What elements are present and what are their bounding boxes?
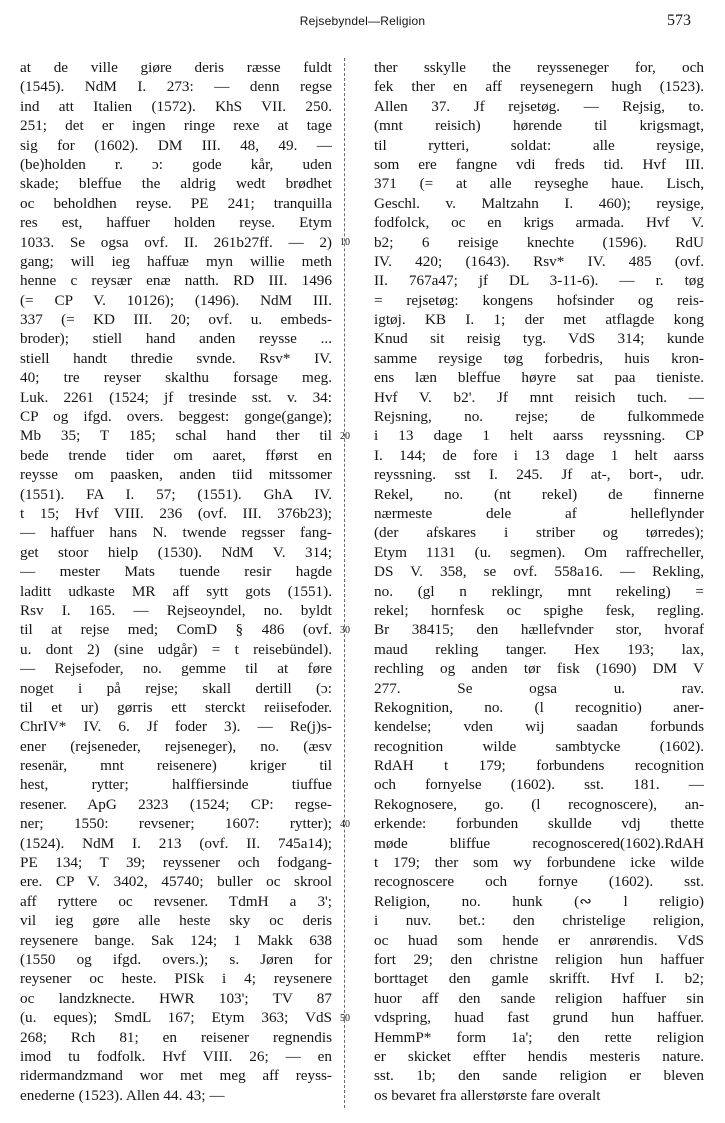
text-line: Mb 35; T 185; schal hand ther til — [20, 427, 332, 445]
text-line: (be)holden r. ɔ: gode kår, uden — [20, 155, 332, 173]
text-line: ther sskylle the reysseneger for, och — [374, 59, 704, 76]
text-line: = rejsetøg: kongens hofsinder og reis- — [374, 291, 704, 309]
text-line: Knud sit reisig tyg. VdS 314; kunde — [374, 330, 704, 348]
text-line: ridermandzmand wor met meg aff reyss- — [20, 1067, 332, 1085]
text-line: (1545). NdM I. 273: — denn regse — [20, 78, 332, 96]
right-column — [374, 58, 704, 1105]
text-line: gang; will ieg haffuæ myn willie meth — [20, 252, 332, 270]
text-line: bede trende tider om aaret, fførst en — [20, 446, 332, 464]
text-line: ner; 1550: revsener; 1607: rytter); — [20, 815, 332, 833]
text-line: fek ther en aff reysenegern hugh (1523). — [374, 78, 704, 96]
text-line: hest, rytter; halffiersinde tiuffue — [20, 776, 332, 794]
text-line: fodfolck, oc en krigs armada. Hvf V. — [374, 214, 704, 232]
text-line: recognition wilde sambtycke (1602). — [374, 737, 704, 755]
text-line: b2; 6 reisige knechte (1596). RdU — [374, 233, 704, 251]
text-line: ener (rejseneder, rejseneger), no. (æsv — [20, 737, 332, 755]
text-line: 1033. Se ogsa ovf. II. 261b27ff. — 2) — [20, 233, 332, 251]
text-line: huor aff den sande religion haffuer sin — [374, 989, 704, 1007]
text-line: erkende: forbunden skullde vdj thette — [374, 815, 704, 833]
line-marker: 40 — [340, 818, 350, 830]
text-line: kendelse; vden wij saadan forbunds — [374, 718, 704, 736]
text-line: skade; bleffue the aldrig wedt brødhet — [20, 175, 332, 193]
text-line: 337 (= KD III. 20; ovf. u. embeds- — [20, 311, 332, 329]
text-line: och fornyelse (1602). sst. 181. — — [374, 776, 704, 794]
text-line: sig for (1602). DM III. 48, 49. — — [20, 136, 332, 154]
text-line: — mester Mats tuende resir hagde — [20, 563, 332, 581]
text-line: til at rejse med; ComD § 486 (ovf. — [20, 621, 332, 639]
text-line: enederne (1523). Allen 44. 43; — — [20, 1086, 225, 1104]
text-line: Hvf V. b2'. Jf mnt reisich tuch. — — [374, 388, 704, 406]
text-line: IV. 420; (1643). Rsv* IV. 485 (ovf. — [374, 252, 704, 270]
text-line: Geschl. v. Maltzahn I. 460); reysige, — [374, 194, 704, 212]
text-line: Rekel, no. (nt rekel) de finnerne — [374, 485, 704, 503]
text-line: CP og ifgd. overs. beggest: gonge(gange); — [20, 408, 332, 426]
text-line: Br 38415; den hællefvnder stor, hvoraf — [374, 621, 704, 639]
running-head: Rejsebyndel—Religion — [299, 14, 426, 28]
text-line: stiell handt thredie svnde. Rsv* IV. — [20, 349, 332, 367]
text-line: (u. eques); SmdL 167; Etym 363; VdS — [20, 1009, 332, 1027]
text-line: henne c reysær enæ natth. RD III. 1496 — [20, 272, 332, 290]
text-line: — Rejsefoder, no. gemme til at føre — [20, 660, 332, 678]
text-line: til et ur) gørris ett sterckt reiisefoder. — [20, 698, 332, 716]
text-line: RdAH t 179; forbundens recognition — [374, 757, 704, 775]
text-line: 371 (= at alle reyseghe haue. Lisch, — [374, 175, 704, 193]
text-line: reysenere bange. Sak 124; 1 Makk 638 — [20, 931, 332, 949]
text-line: i 13 dage 1 helt aarss reyssning. CP — [374, 427, 704, 445]
text-line: Etym 1131 (u. segmen). Om raffrecheller, — [374, 543, 704, 561]
text-line: II. 767a47; jf DL 3-11-6). — r. tøg — [374, 272, 704, 290]
text-line: sst. 1b; den sande religion er bleven — [374, 1067, 704, 1085]
text-line: samme reysige tøg forbedris, huis kron- — [374, 349, 704, 367]
text-line: t 179; ther som wy forbundene icke wilde — [374, 854, 704, 872]
text-line: (= CP V. 10126); (1496). NdM III. — [20, 291, 332, 309]
text-line: til rytteri, soldat: alle reysige, — [374, 136, 704, 154]
text-line: nærmeste dele af helleflynder — [374, 504, 704, 522]
text-line: møde bliffue recognoscered(1602).RdAH — [374, 834, 704, 852]
text-line: vil ieg gøre alle heste sky oc deris — [20, 912, 332, 930]
text-line: res est, haffuer holden reyse. Etym — [20, 214, 332, 232]
text-line: oc landzknecte. HWR 103'; TV 87 — [20, 989, 332, 1007]
text-line: at de ville giøre deris ræsse fuldt — [20, 59, 332, 76]
text-line: (1551). FA I. 57; (1551). GhA IV. — [20, 485, 332, 503]
text-line: u. dont 2) (sine udgår) = t reisebündel). — [20, 640, 332, 658]
text-line: resenär, mnt reisenere) kriger til — [20, 757, 332, 775]
text-line: reyssning. sst I. 245. Jf at-, bort-, udr. — [374, 466, 704, 484]
text-line: i nuv. bet.: den christelige religion, — [374, 912, 704, 930]
left-column — [20, 58, 332, 1105]
text-line: oc huad som hende er anrørendis. VdS — [374, 931, 704, 949]
text-line: (1550 og ifgd. overs.); s. Jøren for — [20, 950, 332, 968]
text-line: (der afskares i striber og tørredes); — [374, 524, 704, 542]
text-line: oc beholdhen reyse. PE 241; tranquilla — [20, 194, 332, 212]
text-line: ere. CP V. 3402, 45740; buller oc skrool — [20, 873, 332, 891]
text-line: 277. Se ogsa u. rav. — [374, 679, 704, 697]
text-line: Rekognosere, go. (l recognoscere), an- — [374, 795, 704, 813]
page-number: 573 — [667, 12, 691, 29]
text-line: ind att Italien (1572). KhS VII. 250. — [20, 97, 332, 115]
text-line: (mnt reisich) hørende til krigsmagt, — [374, 117, 704, 135]
text-line: t 15; Hvf VIII. 236 (ovf. III. 376b23); — [20, 504, 332, 522]
text-line: Rejsning, no. rejse; de fulkommede — [374, 408, 704, 426]
text-line: igtøj. KB I. 1; der met atflagde kong — [374, 311, 704, 329]
column-divider — [344, 58, 345, 1108]
text-line: os bevaret fra allerstørste fare overalt — [374, 1086, 601, 1104]
text-line: som ere fangne vdi freds tid. Hvf III. — [374, 155, 704, 173]
text-line: fort 29; den christne religion hun haffuer — [374, 950, 704, 968]
text-line: — haffuer hans N. twende regsser fang- — [20, 524, 332, 542]
text-line: rekel; hornfesk oc spighe fesk, regling. — [374, 601, 704, 619]
line-marker: 10 — [340, 236, 350, 248]
line-marker: 50 — [340, 1012, 350, 1024]
text-line: resener. ApG 2323 (1524; CP: regse- — [20, 795, 332, 813]
text-line: recognoscere och fornye (1602). sst. — [374, 873, 704, 891]
text-line: 268; Rch 81; en reisener regnendis — [20, 1028, 332, 1046]
text-line: broder); stiell hand anden reysse ... — [20, 330, 332, 348]
text-line: Religion, no. hunk (∾ l religio) — [374, 892, 704, 910]
line-marker: 20 — [340, 430, 350, 442]
text-line: PE 134; T 39; reyssener och fodgang- — [20, 854, 332, 872]
text-line: noget i på rejse; skall dertill (ɔ: — [20, 679, 332, 697]
text-line: ChrIV* IV. 6. Jf foder 3). — Re(j)s- — [20, 718, 332, 736]
text-line: Luk. 2261 (1524; jf tresinde sst. v. 34: — [20, 388, 332, 406]
text-line: reysse om paasken, anden tiid mitssomer — [20, 466, 332, 484]
text-line: rechling og anden tør fisk (1690) DM V — [374, 660, 704, 678]
text-line: get stoor hielp (1530). NdM V. 314; — [20, 543, 332, 561]
text-line: vdspring, huad fast grund hun haffuer. — [374, 1009, 704, 1027]
text-line: (1524). NdM I. 213 (ovf. II. 745a14); — [20, 834, 332, 852]
text-line: imod tu fodfolk. Hvf VIII. 26; — en — [20, 1047, 332, 1065]
text-line: maud rekling tanger. Hex 193; lax, — [374, 640, 704, 658]
text-line: Rekognition, no. (l recognitio) aner- — [374, 698, 704, 716]
text-line: laditt udkaste MR aff sytt gots (1551). — [20, 582, 332, 600]
text-line: 40; tre reyser skalthu forsage meg. — [20, 369, 332, 387]
text-line: er skicket effter hendis mesteris nature. — [374, 1047, 704, 1065]
text-line: HemmP* form 1a'; den rette religion — [374, 1028, 704, 1046]
text-line: Rsv I. 165. — Rejseoyndel, no. byldt — [20, 601, 332, 619]
text-line: reysener oc heste. PISk i 4; reysenere — [20, 970, 332, 988]
text-line: DS V. 358, se ovf. 558a16. — Rekling, — [374, 563, 704, 581]
text-line: no. (gl n reklingr, mnt rekeling) = — [374, 582, 704, 600]
text-line: borttaget den gamle skrifft. Hvf I. b2; — [374, 970, 704, 988]
text-line: aff ryttere oc revsener. TdmH a 3'; — [20, 892, 332, 910]
text-line: I. 144; de fore i 13 dage 1 helt aarss — [374, 446, 704, 464]
page-header — [0, 12, 725, 34]
text-line: ens læn bleffue høyre sat paa tieniste. — [374, 369, 704, 387]
text-line: 251; det er ingen ringe rexe at tage — [20, 117, 332, 135]
line-marker: 30 — [340, 624, 350, 636]
text-line: Allen 37. Jf rejsetøg. — Rejsig, to. — [374, 97, 704, 115]
